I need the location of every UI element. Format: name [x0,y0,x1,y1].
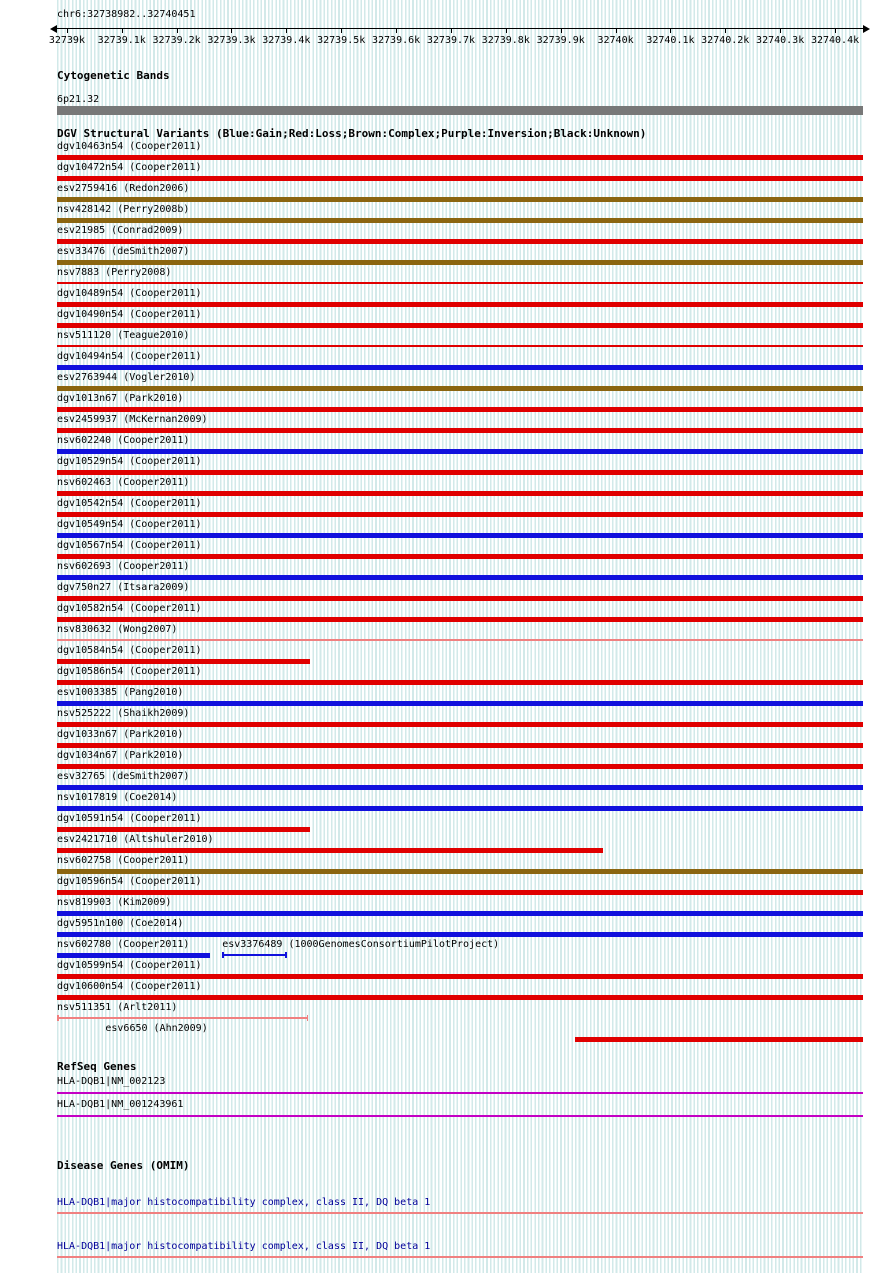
variant-bar[interactable] [57,869,863,874]
ruler-tick [122,28,123,33]
variant-bar[interactable] [57,1015,308,1021]
omim-gene-row [57,1196,863,1218]
variant-label[interactable]: esv32765 (deSmith2007) [57,771,190,782]
variant-bar[interactable] [57,491,863,496]
variant-label[interactable]: dgv10472n54 (Cooper2011) [57,162,202,173]
variant-bar[interactable] [57,639,863,641]
variant-row [57,603,863,624]
refseq-gene-line[interactable] [57,1092,863,1094]
variant-row [57,372,863,393]
variant-label[interactable]: dgv10463n54 (Cooper2011) [57,141,202,152]
variant-bar[interactable] [57,239,863,244]
refseq-section-header: RefSeq Genes [57,1060,137,1073]
omim-gene-line[interactable] [57,1256,863,1258]
variant-row [57,666,863,687]
variant-bar[interactable] [57,743,863,748]
bracket-left-cap [57,1015,59,1021]
variant-bar[interactable] [57,512,863,517]
variant-row [57,813,863,834]
variant-label[interactable]: esv3376489 (1000GenomesConsortiumPilotProject) [222,939,500,950]
variant-bar[interactable] [57,407,863,412]
variant-label[interactable]: nsv525222 (Shaikh2009) [57,708,190,719]
variant-label[interactable]: dgv10599n54 (Cooper2011) [57,960,202,971]
variant-bar[interactable] [57,575,863,580]
variant-row [57,771,863,792]
bracket-right-cap [285,952,287,958]
variant-bar[interactable] [57,554,863,559]
variant-label[interactable]: esv1003385 (Pang2010) [57,687,184,698]
variant-row [57,1023,863,1044]
variant-label[interactable]: dgv10582n54 (Cooper2011) [57,603,202,614]
ruler-tick [231,28,232,33]
variant-label[interactable]: nsv602463 (Cooper2011) [57,477,190,488]
variant-bar[interactable] [57,617,863,622]
variant-label[interactable]: dgv1034n67 (Park2010) [57,750,184,761]
refseq-gene-label[interactable]: HLA-DQB1|NM_001243961 [57,1099,184,1110]
variant-label[interactable]: nsv830632 (Wong2007) [57,624,178,635]
variant-label[interactable]: nsv511351 (Arlt2011) [57,1002,178,1013]
variant-bar[interactable] [57,911,863,916]
variant-bar[interactable] [57,995,863,1000]
variant-label[interactable]: nsv602758 (Cooper2011) [57,855,190,866]
variant-label[interactable]: dgv10549n54 (Cooper2011) [57,519,202,530]
variant-label[interactable]: dgv5951n100 (Coe2014) [57,918,184,929]
ruler-tick-label: 32740.3k [756,35,805,46]
ruler-tick-label: 32739.2k [152,35,201,46]
dgv-variant-rows [57,141,890,1044]
variant-row [57,414,863,435]
variant-row [57,561,863,582]
variant-bar[interactable] [57,533,863,538]
ruler-tick-label: 32739.3k [207,35,256,46]
variant-row [57,477,863,498]
variant-label[interactable]: nsv602240 (Cooper2011) [57,435,190,446]
variant-label[interactable]: dgv10542n54 (Cooper2011) [57,498,202,509]
bracket-right-cap [307,1015,309,1021]
variant-row [57,876,863,897]
variant-label[interactable]: esv2763944 (Vogler2010) [57,372,196,383]
omim-section-header: Disease Genes (OMIM) [57,1159,190,1172]
variant-row [57,225,863,246]
ruler-tick [451,28,452,33]
ruler-tick-label: 32740.1k [646,35,695,46]
refseq-gene-line[interactable] [57,1115,863,1117]
variant-bar[interactable] [57,155,863,160]
variant-label[interactable]: esv2421710 (Altshuler2010) [57,834,214,845]
variant-bar[interactable] [57,323,863,328]
variant-label[interactable]: nsv602693 (Cooper2011) [57,561,190,572]
variant-label[interactable]: dgv10596n54 (Cooper2011) [57,876,202,887]
ruler-tick-label: 32739.4k [262,35,311,46]
ruler-tick-label: 32740.2k [701,35,750,46]
variant-label[interactable]: esv21985 (Conrad2009) [57,225,184,236]
variant-bar[interactable] [57,428,863,433]
variant-row [57,960,863,981]
variant-bar[interactable] [57,260,863,265]
variant-label[interactable]: esv33476 (deSmith2007) [57,246,190,257]
ruler-tick-label: 32739.6k [371,35,421,46]
variant-row [57,708,863,729]
variant-bar[interactable] [57,659,310,664]
refseq-gene-row [57,1098,863,1119]
variant-label[interactable]: nsv1017819 (Coe2014) [57,792,178,803]
variant-bar[interactable] [57,890,863,895]
position-readout: chr6:32738982..32740451 [57,9,196,20]
variant-bar[interactable] [57,974,863,979]
variant-bar[interactable] [57,386,863,391]
variant-label[interactable]: nsv819903 (Kim2009) [57,897,172,908]
variant-row [57,687,863,708]
omim-gene-row [57,1240,863,1262]
variant-bar[interactable] [222,952,286,958]
variant-bar[interactable] [57,176,863,181]
variant-bar[interactable] [57,722,863,727]
variant-bar[interactable] [57,449,863,454]
variant-row [57,351,863,372]
cytoband-label: 6p21.32 [57,94,100,105]
ruler-tick [561,28,562,33]
variant-row [57,393,863,414]
variant-row [57,750,863,771]
ruler-left-arrow-icon [50,25,57,33]
variant-bar[interactable] [57,470,863,475]
variant-bar[interactable] [57,827,310,832]
variant-row [57,141,863,162]
ruler-axis-line [57,28,863,29]
ruler-tick-label: 32739.8k [481,35,530,46]
variant-bar[interactable] [57,680,863,685]
cytoband-bar [57,106,863,115]
ruler-tick-label: 32739k [48,35,85,46]
ruler-tick-label: 32740k [597,35,634,46]
variant-row [57,204,863,225]
variant-label[interactable]: esv2459937 (McKernan2009) [57,414,208,425]
variant-label[interactable]: dgv10586n54 (Cooper2011) [57,666,202,677]
variant-label[interactable]: dgv10567n54 (Cooper2011) [57,540,202,551]
variant-bar[interactable] [57,785,863,790]
omim-section [57,1159,890,1262]
variant-row [57,981,863,1002]
variant-label[interactable]: nsv428142 (Perry2008b) [57,204,190,215]
variant-row [57,246,863,267]
variant-bar[interactable] [57,197,863,202]
variant-row [57,918,863,939]
variant-bar[interactable] [57,764,863,769]
ruler-tick [177,28,178,33]
variant-bar[interactable] [57,596,863,601]
cytoband-section-header: Cytogenetic Bands [57,69,170,82]
variant-row [57,498,863,519]
omim-gene-label[interactable]: HLA-DQB1|major histocompatibility complex, class II, DQ beta 1 [57,1197,431,1208]
variant-bar[interactable] [57,218,863,223]
variant-row [57,1002,863,1023]
ruler [48,24,863,51]
variant-row [57,897,863,918]
variant-bar[interactable] [57,701,863,706]
variant-row [57,540,863,561]
variant-row [57,435,863,456]
ruler-tick [396,28,397,33]
bracket-left-cap [222,952,224,958]
variant-row [57,855,863,876]
variant-row [57,267,863,288]
variant-label[interactable]: nsv511120 (Teague2010) [57,330,190,341]
ruler-tick-label: 32739.1k [97,35,146,46]
ruler-tick [616,28,617,33]
ruler-tick-label: 32739.7k [426,35,476,46]
variant-label[interactable]: dgv10489n54 (Cooper2011) [57,288,202,299]
variant-row [57,645,863,666]
variant-row [57,519,863,540]
variant-row [57,792,863,813]
variant-label[interactable]: esv6650 (Ahn2009) [105,1023,208,1034]
variant-bar[interactable] [57,932,863,937]
variant-row [57,288,863,309]
ruler-tick [67,28,68,33]
ruler-tick [835,28,836,33]
ruler-right-arrow-icon [863,25,870,33]
variant-bar[interactable] [575,1037,863,1042]
variant-label[interactable]: dgv10591n54 (Cooper2011) [57,813,202,824]
variant-label[interactable]: dgv10490n54 (Cooper2011) [57,309,202,320]
variant-row [57,582,863,603]
omim-gene-label[interactable]: HLA-DQB1|major histocompatibility complex, class II, DQ beta 1 [57,1241,431,1252]
variant-row [57,729,863,750]
ruler-tick [725,28,726,33]
variant-label[interactable]: nsv7883 (Perry2008) [57,267,172,278]
variant-row [57,183,863,204]
refseq-gene-row [57,1075,863,1096]
variant-row [57,939,863,960]
ruler-tick [341,28,342,33]
variant-bar[interactable] [57,282,863,284]
variant-label[interactable]: dgv1013n67 (Park2010) [57,393,184,404]
refseq-section [57,1060,890,1119]
ruler-tick-label: 32739.9k [536,35,585,46]
ruler-tick-label: 32740.4k [810,35,860,46]
ruler-tick [286,28,287,33]
variant-bar[interactable] [57,365,863,370]
variant-bar[interactable] [57,302,863,307]
omim-gene-line[interactable] [57,1212,863,1214]
variant-row [57,330,863,351]
variant-label[interactable]: dgv10600n54 (Cooper2011) [57,981,202,992]
bracket-line [57,1017,308,1019]
variant-bar[interactable] [57,345,863,347]
variant-bar[interactable] [57,953,210,958]
variant-label[interactable]: dgv1033n67 (Park2010) [57,729,184,740]
ruler-tick-label: 32739.5k [317,35,366,46]
variant-label[interactable]: dgv10494n54 (Cooper2011) [57,351,202,362]
ruler-tick [670,28,671,33]
variant-label[interactable]: dgv750n27 (Itsara2009) [57,582,190,593]
variant-bar[interactable] [57,806,863,811]
refseq-gene-label[interactable]: HLA-DQB1|NM_002123 [57,1076,166,1087]
variant-label[interactable]: nsv602780 (Cooper2011) [57,939,190,950]
variant-row [57,834,863,855]
variant-row [57,162,863,183]
variant-label[interactable]: dgv10529n54 (Cooper2011) [57,456,202,467]
variant-row [57,624,863,645]
bracket-line [222,954,286,956]
ruler-tick [780,28,781,33]
variant-bar[interactable] [57,848,603,853]
dgv-section-header: DGV Structural Variants (Blue:Gain;Red:Loss;Brown:Complex;Purple:Inversion;Black:Unknown) [57,127,647,140]
variant-label[interactable]: esv2759416 (Redon2006) [57,183,190,194]
ruler-tick [506,28,507,33]
variant-row [57,309,863,330]
variant-label[interactable]: dgv10584n54 (Cooper2011) [57,645,202,656]
variant-row [57,456,863,477]
